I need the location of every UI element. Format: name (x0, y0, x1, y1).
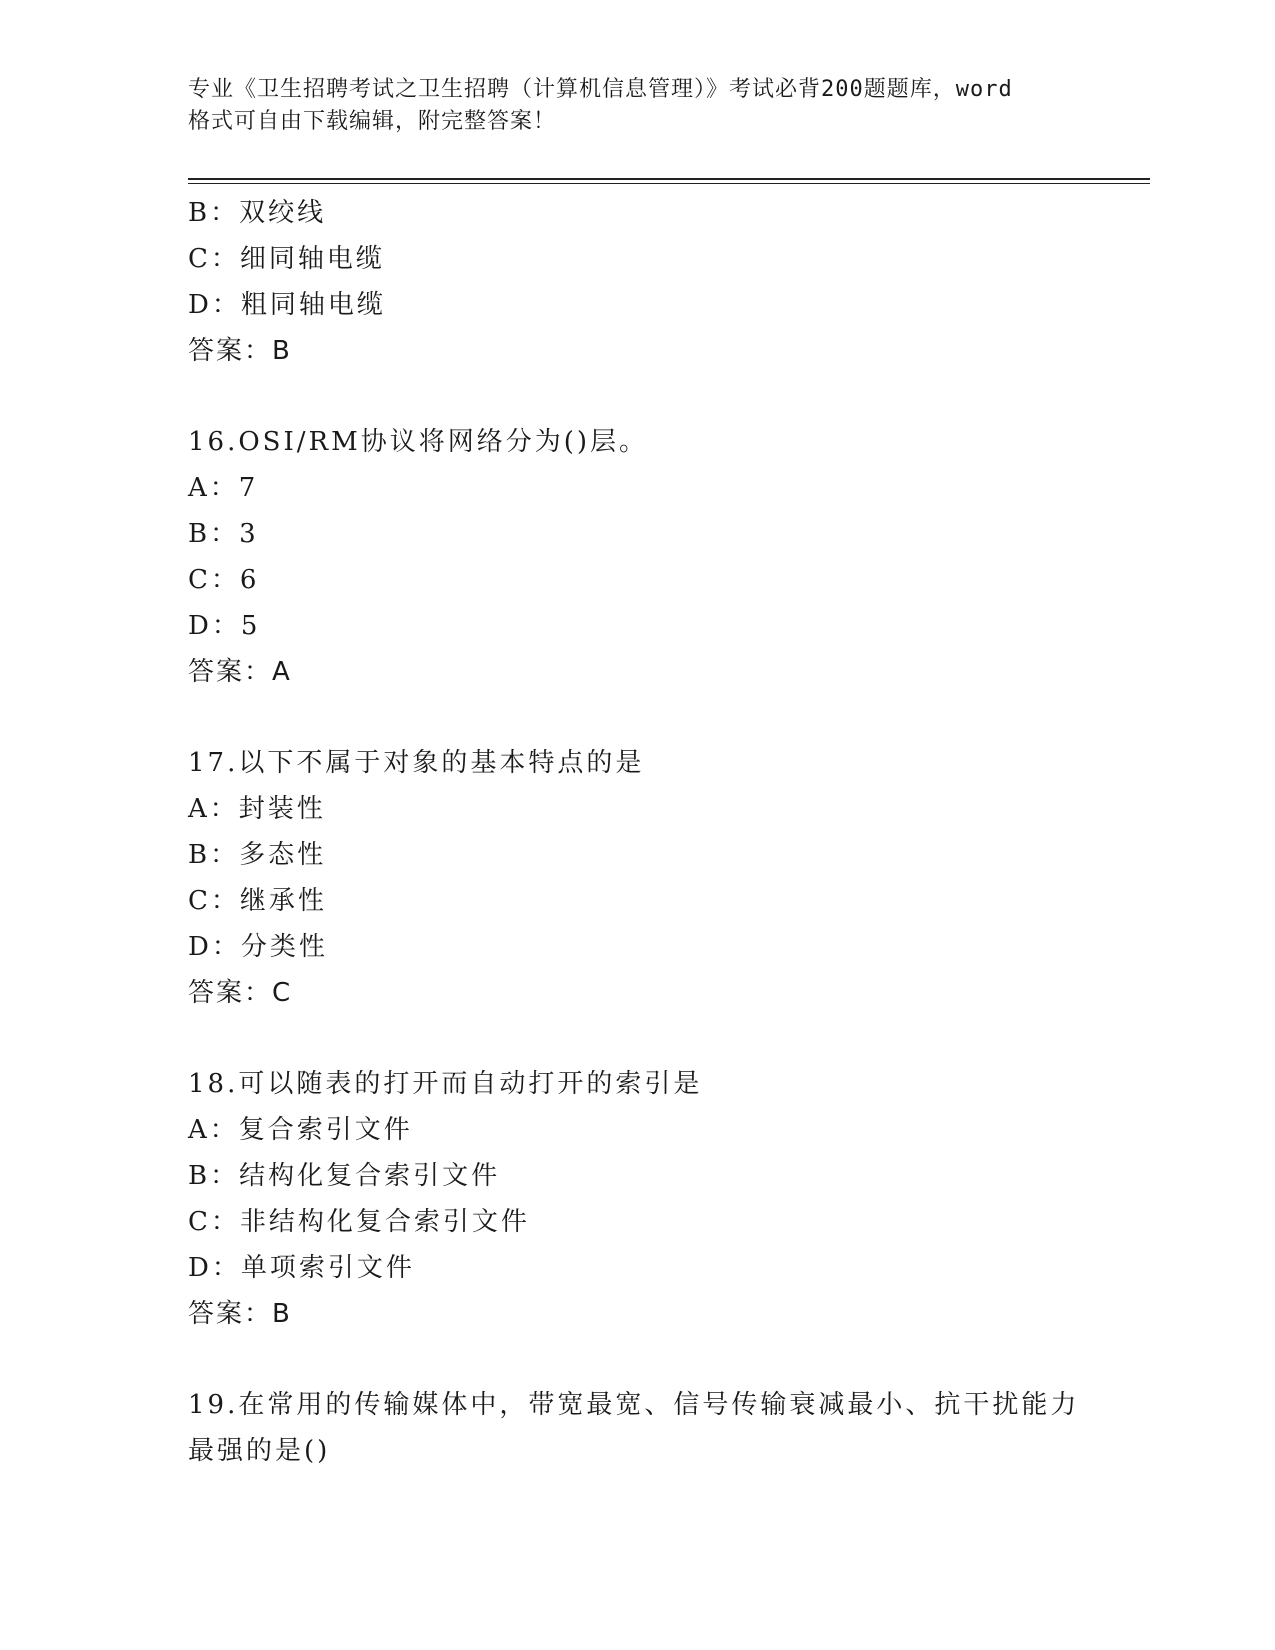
question-list (188, 190, 1088, 1474)
option-a: A：封装性 (188, 794, 326, 824)
option-b: B：双绞线 (188, 198, 327, 228)
option-b: B：3 (188, 519, 259, 549)
option-c: C：细同轴电缆 (188, 244, 385, 274)
option-a: A：7 (188, 473, 259, 503)
question-16 (188, 419, 1088, 695)
answer-line: 答案：B (188, 336, 292, 366)
question-15 (188, 190, 1088, 374)
header-title-line-2: 格式可自由下载编辑，附完整答案！ (188, 109, 557, 134)
header-divider-thin (188, 183, 1150, 184)
option-d: D：粗同轴电缆 (188, 290, 386, 320)
document-header (188, 74, 1088, 138)
spacer (188, 695, 1088, 740)
question-18 (188, 1061, 1088, 1337)
option-b: B：多态性 (188, 840, 327, 870)
spacer (188, 374, 1088, 419)
header-title-line-1: 专业《卫生招聘考试之卫生招聘（计算机信息管理）》考试必背200题题库，word (188, 77, 1013, 102)
question-17 (188, 740, 1088, 1016)
option-d: D：单项索引文件 (188, 1253, 415, 1283)
option-c: C：非结构化复合索引文件 (188, 1207, 530, 1237)
spacer (188, 1337, 1088, 1382)
question-text: 17.以下不属于对象的基本特点的是 (188, 748, 645, 778)
option-a: A：复合索引文件 (188, 1115, 413, 1145)
option-b: B：结构化复合索引文件 (188, 1161, 501, 1191)
option-d: D：分类性 (188, 932, 328, 962)
option-c: C：6 (188, 565, 260, 595)
question-text-line-2: 最强的是() (188, 1436, 331, 1466)
spacer (188, 1016, 1088, 1061)
question-text-line-1: 19.在常用的传输媒体中，带宽最宽、信号传输衰减最小、抗干扰能力 (188, 1390, 1080, 1420)
question-19 (188, 1382, 1088, 1474)
header-divider-thick (188, 178, 1150, 180)
answer-line: 答案：B (188, 1299, 292, 1329)
question-text: 16.OSI/RM协议将网络分为()层。 (188, 427, 648, 457)
option-d: D：5 (188, 611, 261, 641)
option-c: C：继承性 (188, 886, 327, 916)
answer-line: 答案：C (188, 978, 293, 1008)
answer-line: 答案：A (188, 657, 292, 687)
question-text: 18.可以随表的打开而自动打开的索引是 (188, 1069, 703, 1099)
